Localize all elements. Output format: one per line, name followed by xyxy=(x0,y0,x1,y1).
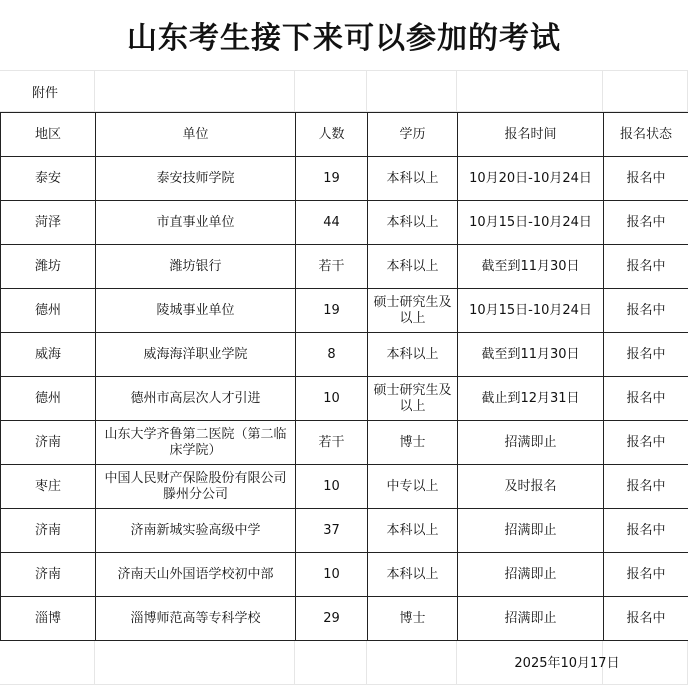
cell-unit: 陵城事业单位 xyxy=(96,289,296,333)
header-count: 人数 xyxy=(296,113,368,157)
table-row xyxy=(1,245,688,289)
table-row xyxy=(1,377,688,421)
cell-education: 本科以上 xyxy=(368,333,458,377)
cell-region: 济南 xyxy=(1,421,96,465)
header-status: 报名状态 xyxy=(604,113,688,157)
cell-education: 本科以上 xyxy=(368,157,458,201)
cell-status: 报名中 xyxy=(604,553,688,597)
cell-unit: 威海海洋职业学院 xyxy=(96,333,296,377)
cell-region: 威海 xyxy=(1,333,96,377)
table-row xyxy=(1,201,688,245)
cell-count: 19 xyxy=(296,157,368,201)
cell-unit: 潍坊银行 xyxy=(96,245,296,289)
cell-period: 10月20日-10月24日 xyxy=(458,157,604,201)
exam-table xyxy=(0,112,688,641)
header-period: 报名时间 xyxy=(458,113,604,157)
table-row xyxy=(1,597,688,641)
cell-region: 济南 xyxy=(1,553,96,597)
cell-status: 报名中 xyxy=(604,201,688,245)
cell-count: 10 xyxy=(296,465,368,509)
cell-period: 招满即止 xyxy=(458,553,604,597)
cell-unit: 山东大学齐鲁第二医院（第二临床学院） xyxy=(96,421,296,465)
cell-status: 报名中 xyxy=(604,245,688,289)
cell-education: 博士 xyxy=(368,597,458,641)
table-header-row xyxy=(1,113,688,157)
cell-education: 本科以上 xyxy=(368,201,458,245)
cell-education: 本科以上 xyxy=(368,509,458,553)
cell-status: 报名中 xyxy=(604,377,688,421)
page-title: 山东考生接下来可以参加的考试 xyxy=(127,21,561,56)
cell-status: 报名中 xyxy=(604,333,688,377)
cell-period: 10月15日-10月24日 xyxy=(458,289,604,333)
cell-status: 报名中 xyxy=(604,289,688,333)
cell-education: 中专以上 xyxy=(368,465,458,509)
cell-education: 硕士研究生及以上 xyxy=(368,377,458,421)
table-row xyxy=(1,465,688,509)
cell-count: 若干 xyxy=(296,245,368,289)
cell-region: 菏泽 xyxy=(1,201,96,245)
cell-count: 44 xyxy=(296,201,368,245)
cell-period: 截止到12月31日 xyxy=(458,377,604,421)
table-row xyxy=(1,421,688,465)
cell-unit: 济南天山外国语学校初中部 xyxy=(96,553,296,597)
cell-education: 本科以上 xyxy=(368,553,458,597)
cell-status: 报名中 xyxy=(604,157,688,201)
table-row xyxy=(1,509,688,553)
cell-region: 济南 xyxy=(1,509,96,553)
cell-status: 报名中 xyxy=(604,465,688,509)
cell-period: 招满即止 xyxy=(458,597,604,641)
cell-status: 报名中 xyxy=(604,421,688,465)
cell-period: 招满即止 xyxy=(458,421,604,465)
attachment-cell xyxy=(0,70,95,112)
cell-region: 潍坊 xyxy=(1,245,96,289)
cell-unit: 德州市高层次人才引进 xyxy=(96,377,296,421)
cell-count: 37 xyxy=(296,509,368,553)
cell-unit: 市直事业单位 xyxy=(96,201,296,245)
cell-unit: 淄博师范高等专科学校 xyxy=(96,597,296,641)
cell-unit: 济南新城实验高级中学 xyxy=(96,509,296,553)
cell-count: 若干 xyxy=(296,421,368,465)
attachment-row xyxy=(0,70,688,112)
cell-unit: 中国人民财产保险股份有限公司滕州分公司 xyxy=(96,465,296,509)
attachment-label: 附件 xyxy=(32,85,59,101)
footer-date: 2025年10月17日 xyxy=(514,656,620,671)
cell-count: 10 xyxy=(296,377,368,421)
cell-status: 报名中 xyxy=(604,597,688,641)
cell-education: 博士 xyxy=(368,421,458,465)
cell-period: 招满即止 xyxy=(458,509,604,553)
header-education: 学历 xyxy=(368,113,458,157)
cell-count: 10 xyxy=(296,553,368,597)
table-row xyxy=(1,333,688,377)
cell-education: 本科以上 xyxy=(368,245,458,289)
cell-period: 截至到11月30日 xyxy=(458,333,604,377)
cell-region: 淄博 xyxy=(1,597,96,641)
header-region: 地区 xyxy=(1,113,96,157)
table-row xyxy=(1,157,688,201)
cell-period: 10月15日-10月24日 xyxy=(458,201,604,245)
cell-count: 19 xyxy=(296,289,368,333)
cell-status: 报名中 xyxy=(604,509,688,553)
cell-region: 泰安 xyxy=(1,157,96,201)
table-row xyxy=(1,289,688,333)
cell-period: 截至到11月30日 xyxy=(458,245,604,289)
cell-education: 硕士研究生及以上 xyxy=(368,289,458,333)
cell-region: 德州 xyxy=(1,289,96,333)
cell-unit: 泰安技师学院 xyxy=(96,157,296,201)
cell-period: 及时报名 xyxy=(458,465,604,509)
cell-count: 29 xyxy=(296,597,368,641)
header-unit: 单位 xyxy=(96,113,296,157)
cell-region: 德州 xyxy=(1,377,96,421)
cell-region: 枣庄 xyxy=(1,465,96,509)
cell-count: 8 xyxy=(296,333,368,377)
table-row xyxy=(1,553,688,597)
